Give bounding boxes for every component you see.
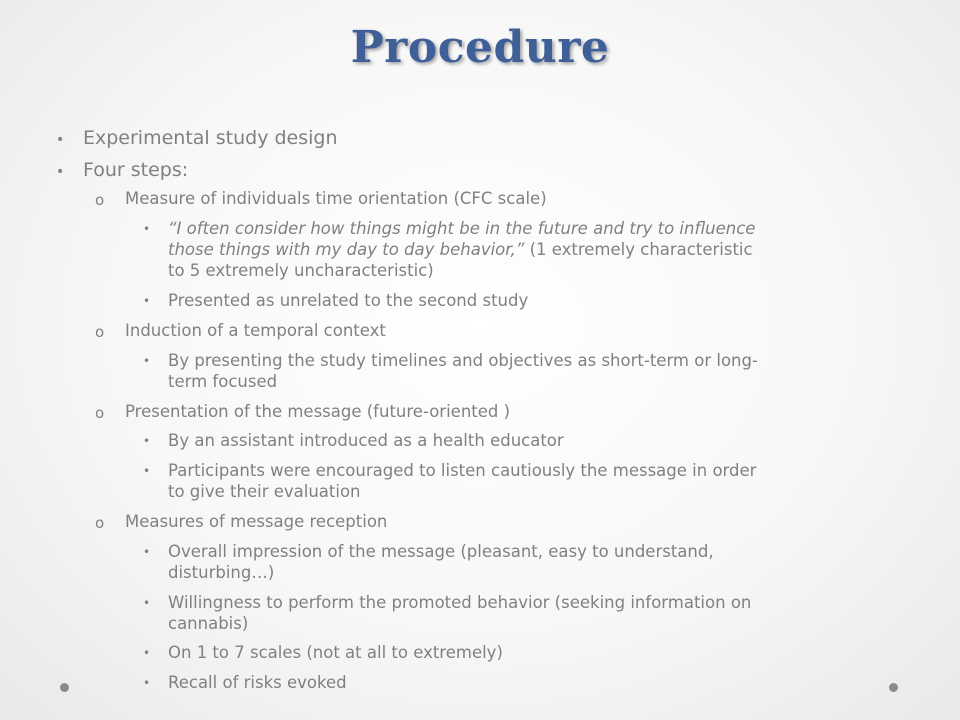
step-4-bullet-2-line2: cannabis) <box>168 614 249 633</box>
bullet-icon: • <box>143 294 151 308</box>
corner-dot-icon <box>889 683 898 692</box>
step-marker: o <box>95 514 105 532</box>
step-4-bullet-3: On 1 to 7 scales (not at all to extremely) <box>168 643 503 662</box>
step-3-bullet-1: By an assistant introduced as a health educator <box>168 431 564 450</box>
slide-title: Procedure <box>350 22 610 73</box>
step-1-quote-line2-italic: those things with my day to day behavior,” <box>168 240 525 259</box>
step-1-quote-line2 <box>168 240 753 259</box>
bullet-icon: • <box>143 354 151 368</box>
item-experimental-design: Experimental study design <box>83 127 338 149</box>
step-1-quote-line2-rest: (1 extremely characteristic <box>524 240 753 259</box>
step-marker: o <box>95 191 105 209</box>
step-1-bullet-2: Presented as unrelated to the second study <box>168 291 529 310</box>
bullet-icon: • <box>143 222 151 236</box>
step-3-bullet-2-line2: to give their evaluation <box>168 482 361 501</box>
step-4-bullet-1-line2: disturbing…) <box>168 563 275 582</box>
bullet-icon: • <box>143 596 151 610</box>
step-1-quote-line3: to 5 extremely uncharacteristic) <box>168 261 434 280</box>
step-2-bullet-1-line2: term focused <box>168 372 278 391</box>
item-four-steps: Four steps: <box>83 159 189 181</box>
step-2-bullet-1-line1: By presenting the study timelines and objectives as short-term or long- <box>168 351 758 370</box>
step-3-text: Presentation of the message (future-oriented ) <box>125 402 511 421</box>
bullet-icon: • <box>143 464 151 478</box>
step-1-text: Measure of individuals time orientation (CFC scale) <box>125 189 547 208</box>
step-4-bullet-4: Recall of risks evoked <box>168 673 347 692</box>
bullet-icon: • <box>143 545 151 559</box>
step-4-bullet-2-line1: Willingness to perform the promoted behavior (seeking information on <box>168 593 752 612</box>
bullet-icon: • <box>143 646 151 660</box>
bullet-icon: • <box>56 164 65 180</box>
bullet-icon: • <box>56 132 65 148</box>
corner-dot-icon <box>60 683 69 692</box>
step-4-bullet-1-line1: Overall impression of the message (pleasant, easy to understand, <box>168 542 714 561</box>
step-4-text: Measures of message reception <box>125 512 388 531</box>
bullet-icon: • <box>143 676 151 690</box>
bullet-icon: • <box>143 434 151 448</box>
step-2-text: Induction of a temporal context <box>125 321 386 340</box>
step-1-quote-line1: “I often consider how things might be in the future and try to influence <box>168 219 756 238</box>
step-marker: o <box>95 404 105 422</box>
step-3-bullet-2-line1: Participants were encouraged to listen cautiously the message in order <box>168 461 757 480</box>
step-marker: o <box>95 323 105 341</box>
